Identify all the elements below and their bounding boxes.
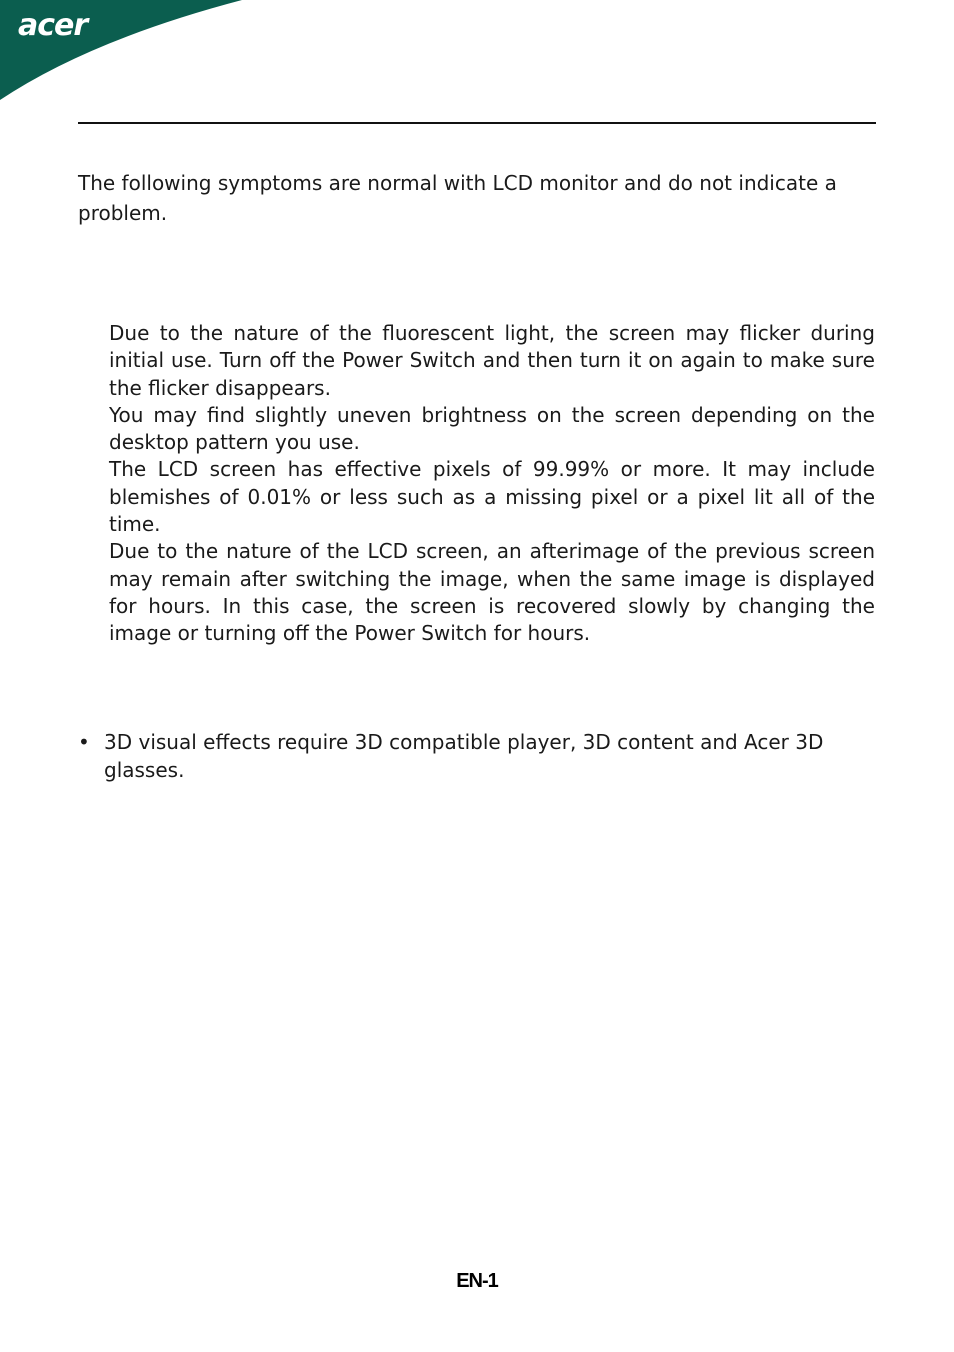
note-item-3d	[78, 728, 876, 784]
header-rule	[78, 122, 876, 124]
symptom-item-afterimage: Due to the nature of the LCD screen, an afterimage of the previous screen may remain after switching the image, when the same image is displayed for hours. In this case, the screen is recovered slowly by changing the image or turning off the Power Switch for hours.	[109, 539, 875, 646]
symptom-item-brightness: You may find slightly uneven brightness on the screen depending on the desktop pattern you use.	[109, 402, 875, 455]
bullet-icon: •	[78, 730, 90, 754]
page-number: EN-1	[456, 1270, 498, 1292]
symptom-item-pixels: The LCD screen has effective pixels of 99.99% or more. It may include blemishes of 0.01% or less such as a missing pixel or a pixel lit all of the time.	[109, 457, 875, 537]
symptom-item-flicker: Due to the nature of the fluorescent light, the screen may flicker during initial use. Turn off the Power Switch and then turn it on again to make sure the flicker disappears.	[109, 321, 875, 400]
note-text: 3D visual effects require 3D compatible player, 3D content and Acer 3D glasses.	[104, 730, 824, 782]
acer-logo: acer	[18, 8, 88, 43]
symptom-list	[109, 320, 875, 648]
intro-paragraph: The following symptoms are normal with LCD monitor and do not indicate a problem.	[78, 171, 837, 225]
note-list	[78, 728, 876, 784]
